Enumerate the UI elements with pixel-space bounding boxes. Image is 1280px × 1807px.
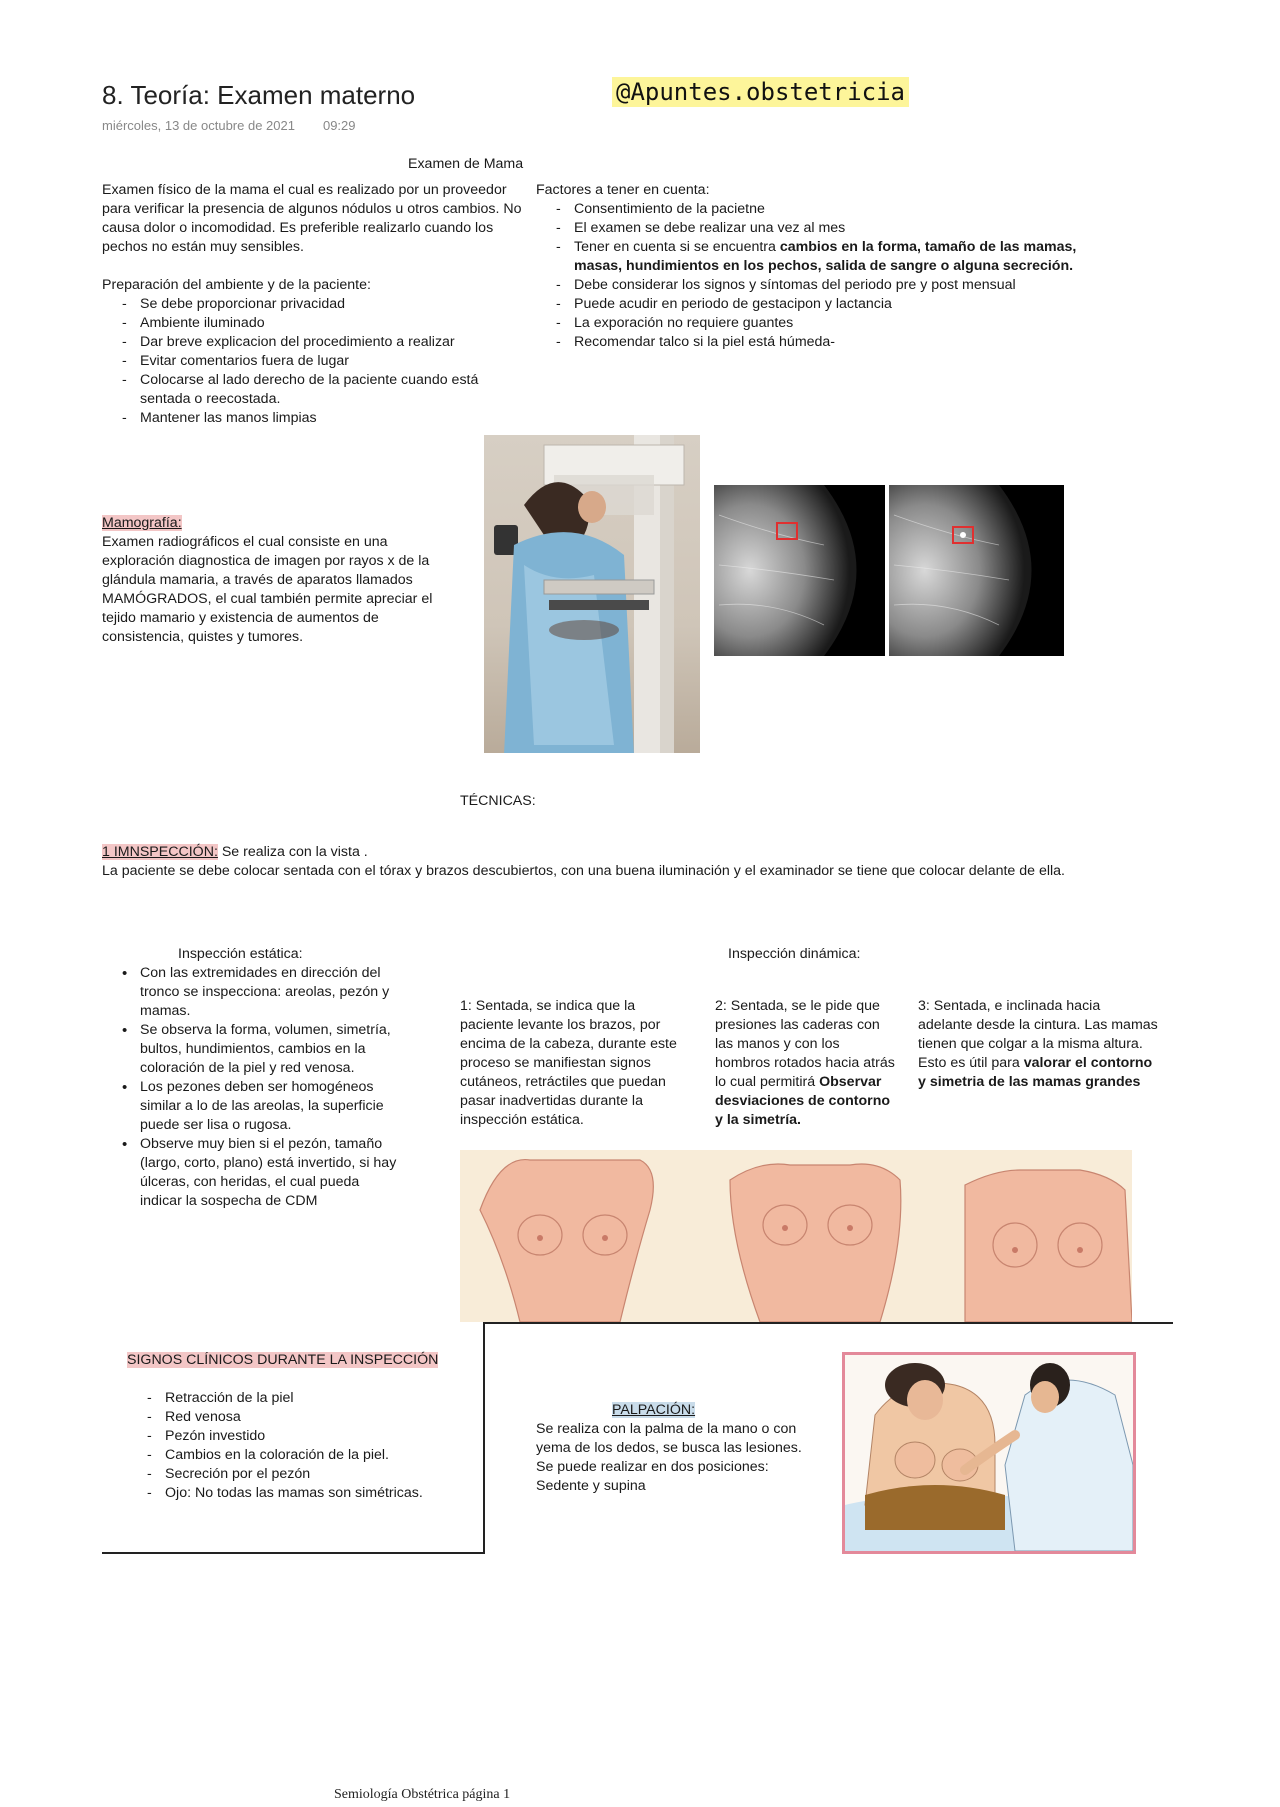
prep-title: Preparación del ambiente y de la paciente: (102, 277, 371, 293)
date: miércoles, 13 de octubre de 2021 (102, 118, 295, 133)
factors-list (536, 200, 1096, 352)
list-item: - Mantener las manos limpias (102, 409, 482, 428)
dinamica-col-2: 2: Sentada, se le pide que presiones las caderas con las manos y con los hombros rotados hacia atrás lo cual permitirá Observar desviaciones de contorno y la simetría. (715, 998, 895, 1128)
author-handle: @Apuntes.obstetricia (612, 77, 909, 107)
divider-vertical (483, 1322, 485, 1554)
inspection-poses-illustration (460, 1150, 1132, 1322)
list-item: - El examen se debe realizar una vez al mes (536, 219, 1096, 238)
dinamica-col-1: 1: Sentada, se indica que la paciente levante los brazos, por encima de la cabeza, durante este proceso se manifiestan signos cutáneos, retráctiles que puedan pasar inadvertidas durante la inspección estática. (460, 998, 677, 1128)
list-item: - Se debe proporcionar privacidad (102, 295, 482, 314)
mamografia-block (102, 514, 440, 647)
page-title: 8. Teoría: Examen materno (102, 80, 416, 110)
list-item: - Recomendar talco si la piel está húmeda- (536, 333, 1096, 352)
list-item: • Se observa la forma, volumen, simetría, bultos, hundimientos, cambios en la coloración de la piel y red venosa. (102, 1021, 402, 1078)
list-item: - Consentimiento de la pacietne (536, 200, 1096, 219)
inspeccion-block: 1 IMNSPECCIÓN: Se realiza con la vista . La paciente se debe colocar sentada con el tórax y brazos descubiertos, con una buena iluminación y el examinador se tiene que colocar delante de ella. (102, 843, 1182, 881)
list-item: • Con las extremidades en dirección del tronco se inspecciona: areolas, pezón y mamas. (102, 964, 402, 1021)
list-item: - Retracción de la piel (127, 1389, 467, 1408)
list-item: - Puede acudir en periodo de gestacipon y lactancia (536, 295, 1096, 314)
list-item: - Secreción por el pezón (127, 1465, 467, 1484)
signos-list (127, 1389, 467, 1503)
estatica-title: Inspección estática: (178, 946, 303, 962)
dinamica-col-3: 3: Sentada, e inclinada hacia adelante desde la cintura. Las mamas tienen que colgar a la misma altura. Esto es útil para valorar el contorno y simetria de las mamas grandes (918, 998, 1158, 1090)
list-item: - Colocarse al lado derecho de la paciente cuando está sentada o reecostada. (102, 371, 482, 409)
list-item: - Cambios en la coloración de la piel. (127, 1446, 467, 1465)
list-item: - Evitar comentarios fuera de lugar (102, 352, 482, 371)
list-item: - Ojo: No todas las mamas son simétricas. (127, 1484, 467, 1503)
estatica-list (102, 964, 402, 1211)
dinamica-title: Inspección dinámica: (728, 946, 861, 962)
mammography-photo (484, 435, 700, 753)
signos-block (127, 1389, 467, 1503)
list-item: - Debe considerar los signos y síntomas del periodo pre y post mensual (536, 276, 1096, 295)
prep-list (102, 295, 482, 428)
mama-intro: Examen físico de la mama el cual es realizado por un proveedor para verificar la presencia de algunos nódulos u otros cambios. No causa dolor o incomodidad. Es preferible realizarlo cuando los pechos no están muy sensibles. (102, 182, 522, 255)
divider-bottom (102, 1552, 485, 1554)
list-item: - Tener en cuenta si se encuentra cambios en la forma, tamaño de las mamas, masas, hundimientos en los pechos, salida de sangre o alguna secreción. (536, 238, 1096, 276)
list-item: • Observe muy bien si el pezón, tamaño (largo, corto, plano) está invertido, si hay úlceras, con heridas, el cual pueda indicar la sospecha de CDM (102, 1135, 402, 1211)
list-item: • Los pezones deben ser homogéneos similar a lo de las areolas, la superficie puede ser lisa o rugosa. (102, 1078, 402, 1135)
palpacion-label: PALPACIÓN: (612, 1402, 696, 1418)
divider-top (483, 1322, 1173, 1324)
estatica-block (102, 945, 412, 1211)
mammogram-xray-images (714, 485, 1064, 656)
inspeccion-label: 1 IMNSPECCIÓN: (102, 844, 218, 860)
palpacion-text: Se realiza con la palma de la mano o con yema de los dedos, se busca las lesiones. Se puede realizar en dos posiciones: Sedente y supina (536, 1421, 802, 1494)
page-footer: Semiología Obstétrica página 1 (334, 1787, 511, 1802)
time: 09:29 (322, 118, 356, 133)
signos-title: SIGNOS CLÍNICOS DURANTE LA INSPECCIÓN (127, 1352, 439, 1368)
list-item: - Pezón investido (127, 1427, 467, 1446)
palpation-illustration (842, 1352, 1136, 1554)
date-time (102, 118, 356, 133)
factors-title: Factores a tener en cuenta: (536, 182, 710, 198)
tecnicas-heading: TÉCNICAS: (460, 793, 536, 809)
inspeccion-text: La paciente se debe colocar sentada con el tórax y brazos descubiertos, con una buena iluminación y el examinador se tiene que colocar delante de ella. (102, 863, 1065, 879)
list-item: - La exporación no requiere guantes (536, 314, 1096, 333)
section-heading-mama: Examen de Mama (408, 156, 524, 172)
list-item: - Dar breve explicacion del procedimiento a realizar (102, 333, 482, 352)
prep-block (102, 276, 502, 428)
list-item: - Red venosa (127, 1408, 467, 1427)
list-item: - Ambiente iluminado (102, 314, 482, 333)
mamografia-label: Mamografía: (102, 515, 182, 531)
mamografia-text: Examen radiográficos el cual consiste en una exploración diagnostica de imagen por rayos x de la glándula mamaria, a través de aparatos llamados MAMÓGRADOS, el cual también permite apreciar el tejido mamario y existencia de aumentos de consistencia, quistes y tumores. (102, 534, 433, 645)
factors-block (536, 181, 1096, 352)
